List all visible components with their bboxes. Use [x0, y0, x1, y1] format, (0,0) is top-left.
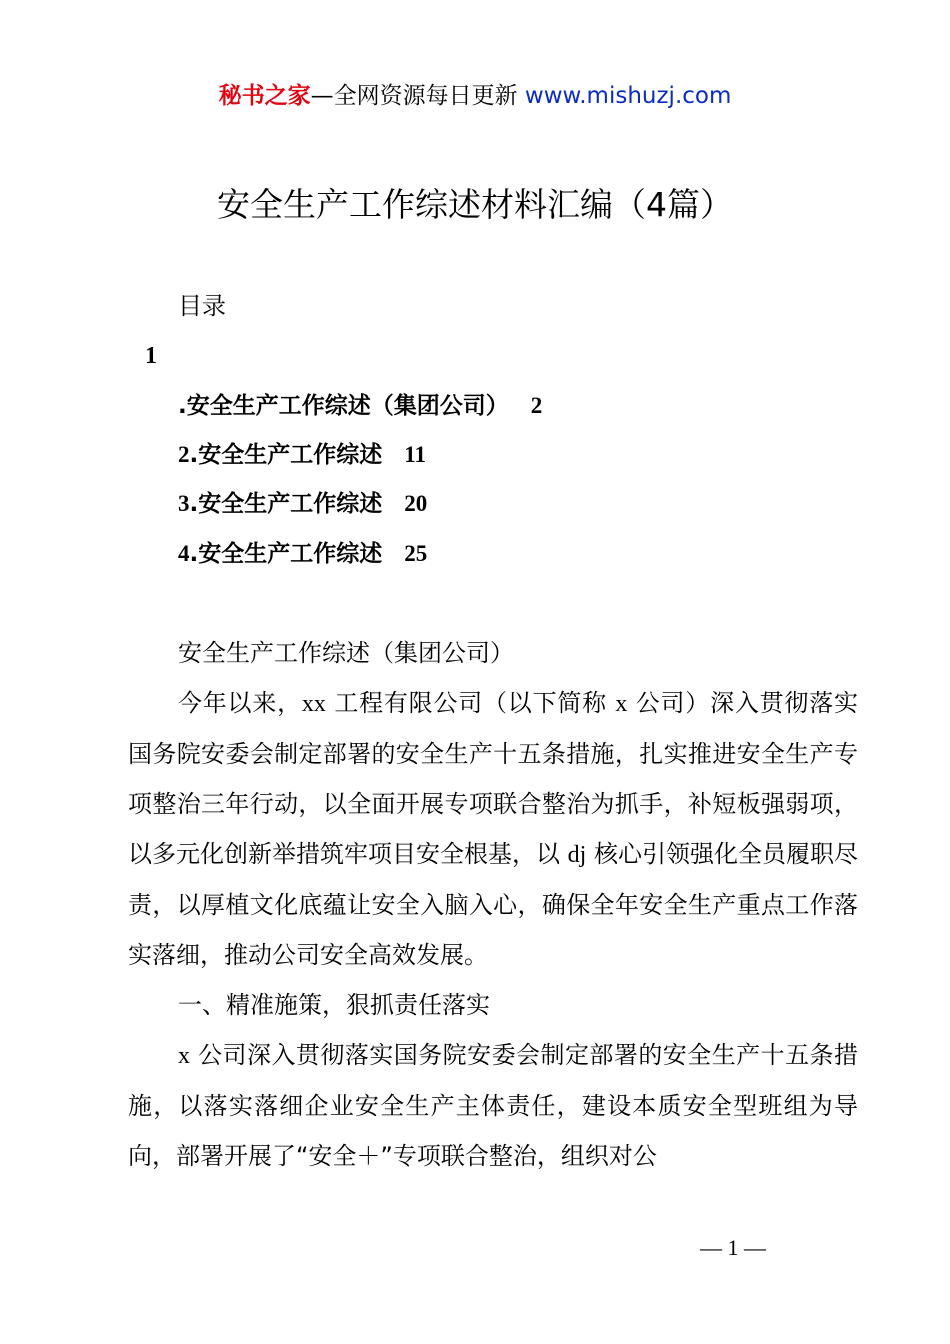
toc-entry-4[interactable]	[178, 538, 427, 570]
article-paragraph-1: 今年以来，xx 工程有限公司（以下简称 x 公司）深入贯彻落实国务院安委会制定部署的安全生产十五条措施，扎实推进安全生产专项整治三年行动，以全面开展专项联合整治为抓手，补短板强弱项，以多元化创新举措筑牢项目安全根基，以 dj 核心引领强化全员履职尽责，以厚植文化底蕴让安全入脑入心，确保全年安全生产重点工作落实落细，推动公司安全高效发展。	[128, 689, 858, 969]
toc-entry-1[interactable]	[178, 390, 542, 422]
article-paragraph-2: x 公司深入贯彻落实国务院安委会制定部署的安全生产十五条措施，以落实落细企业安全生产主体责任，建设本质安全型班组为导向，部署开展了“安全＋”专项联合整治，组织对公	[128, 1041, 858, 1170]
toc-entry-page: 11	[404, 442, 426, 467]
toc-entry-page: 25	[404, 541, 428, 566]
banner-slogan: —全网资源每日更新	[310, 83, 525, 109]
toc-entry-page: 2	[530, 393, 543, 418]
toc-entry-number: 4	[178, 541, 190, 566]
toc-orphan-number: 1	[145, 343, 157, 369]
banner-site-link[interactable]: www.mishuzj.com	[524, 83, 732, 109]
article-heading-1: 一、精准施策，狠抓责任落实	[178, 991, 490, 1019]
toc-heading: 目录	[178, 292, 226, 320]
toc-entry-text: .安全生产工作综述（集团公司）	[178, 393, 509, 419]
toc-entry-2[interactable]	[178, 439, 426, 471]
site-banner	[0, 80, 950, 112]
toc-entry-number: 3	[178, 491, 190, 516]
toc-entry-page: 20	[404, 491, 428, 516]
toc-entry-3[interactable]	[178, 488, 427, 520]
toc-entry-text: .安全生产工作综述	[189, 541, 383, 567]
article-section-title: 安全生产工作综述（集团公司）	[178, 639, 514, 667]
banner-brand: 秘书之家	[218, 83, 311, 109]
toc-entry-text: .安全生产工作综述	[189, 442, 383, 468]
article-body	[128, 628, 858, 1181]
toc-entry-text: .安全生产工作综述	[189, 491, 383, 517]
toc-entry-number: 2	[178, 442, 190, 467]
page-number: — 1 —	[700, 1235, 766, 1260]
document-title: 安全生产工作综述材料汇编（4篇）	[217, 185, 733, 224]
